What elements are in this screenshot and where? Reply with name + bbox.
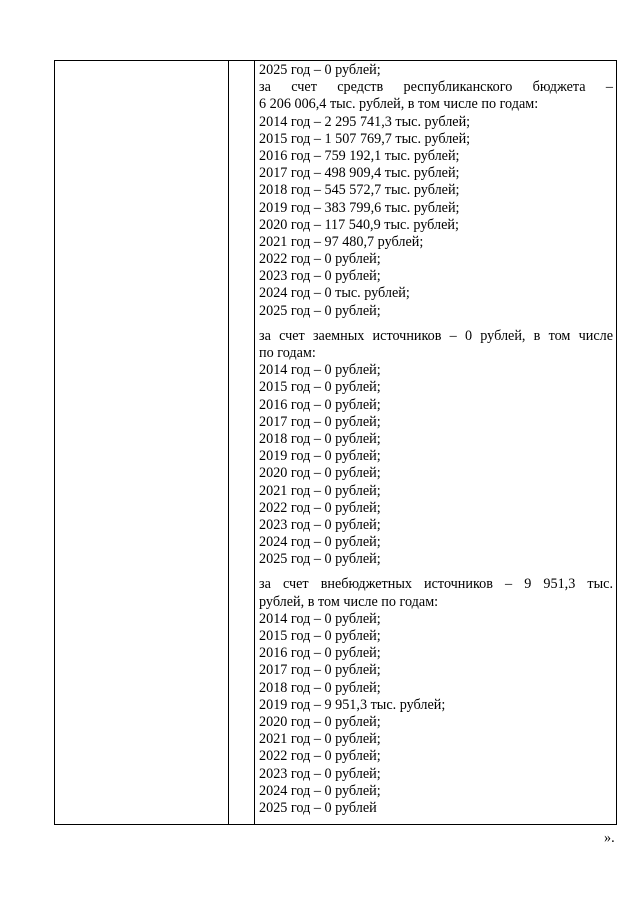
financing-block (259, 320, 613, 569)
year-amount-line: 2022 год – 0 рублей; (259, 499, 381, 516)
block-heading-line: за счет заемных источников – 0 рублей, в том числе (259, 327, 613, 344)
financing-block (259, 568, 613, 817)
year-amount-line: 2025 год – 0 рублей (259, 799, 377, 816)
year-amount-line: 2016 год – 0 рублей; (259, 645, 381, 662)
year-amount-line: 2015 год – 1 507 769,7 тыс. рублей; (259, 130, 471, 147)
year-amount-line: 2024 год – 0 рублей; (259, 534, 381, 551)
year-amount-line: 2023 год – 0 рублей; (259, 516, 381, 533)
block-heading-line: за счет средств республиканского бюджета – (259, 79, 613, 96)
year-amount-line: 2014 год – 2 295 741,3 тыс. рублей; (259, 113, 471, 130)
block-heading-line: по годам: (259, 345, 316, 361)
block-heading-line: за счет внебюджетных источников – 9 951,3 тыс. (259, 576, 613, 593)
year-amount-line: 2018 год – 0 рублей; (259, 679, 381, 696)
year-amount-line: 2015 год – 0 рублей; (259, 628, 381, 644)
year-amount-line: 2018 год – 545 572,7 тыс. рублей; (259, 182, 460, 199)
block-gap (259, 568, 613, 576)
program-financing-table (54, 60, 617, 825)
financing-block (259, 79, 613, 320)
block-heading-line: 6 206 006,4 тыс. рублей, в том числе по годам: (259, 96, 539, 113)
year-amount-line: 2017 год – 0 рублей; (259, 662, 381, 679)
year-amount-line: 2020 год – 0 рублей; (259, 465, 381, 482)
year-amount-line: 2024 год – 0 тыс. рублей; (259, 285, 410, 302)
year-amount-line: 2014 год – 0 рублей; (259, 610, 381, 627)
block-gap (259, 320, 613, 328)
block-heading-line: рублей, в том числе по годам: (259, 593, 439, 610)
year-amount-line: 2022 год – 0 рублей; (259, 251, 381, 268)
year-amount-line: 2019 год – 383 799,6 тыс. рублей; (259, 199, 460, 216)
year-amount-line: 2014 год – 0 рублей; (259, 362, 381, 379)
financing-details-cell (259, 62, 613, 817)
year-amount-line: 2023 год – 0 рублей; (259, 765, 381, 782)
year-amount-line: 2025 год – 0 рублей; (259, 551, 381, 568)
year-amount-line: 2017 год – 0 рублей; (259, 413, 381, 430)
year-amount-line: 2019 год – 0 рублей; (259, 448, 381, 465)
year-amount-line: 2016 год – 0 рублей; (259, 396, 381, 413)
year-amount-line: 2025 год – 0 рублей; (259, 62, 381, 78)
column-divider-1 (228, 61, 229, 824)
financing-block (259, 62, 613, 79)
year-amount-line: 2021 год – 97 480,7 рублей; (259, 233, 424, 250)
year-amount-line: 2020 год – 0 рублей; (259, 713, 381, 730)
year-amount-line: 2020 год – 117 540,9 тыс. рублей; (259, 216, 459, 233)
closing-quote-mark: ». (604, 830, 615, 846)
year-amount-line: 2022 год – 0 рублей; (259, 748, 381, 765)
year-amount-line: 2021 год – 0 рублей; (259, 482, 381, 499)
year-amount-line: 2025 год – 0 рублей; (259, 302, 381, 319)
year-amount-line: 2021 год – 0 рублей; (259, 731, 381, 748)
column-divider-2 (254, 61, 255, 824)
year-amount-line: 2016 год – 759 192,1 тыс. рублей; (259, 147, 460, 164)
year-amount-line: 2024 год – 0 рублей; (259, 782, 381, 799)
year-amount-line: 2018 год – 0 рублей; (259, 430, 381, 447)
year-amount-line: 2015 год – 0 рублей; (259, 379, 381, 396)
year-amount-line: 2023 год – 0 рублей; (259, 268, 381, 285)
year-amount-line: 2019 год – 9 951,3 тыс. рублей; (259, 696, 446, 713)
year-amount-line: 2017 год – 498 909,4 тыс. рублей; (259, 165, 460, 182)
